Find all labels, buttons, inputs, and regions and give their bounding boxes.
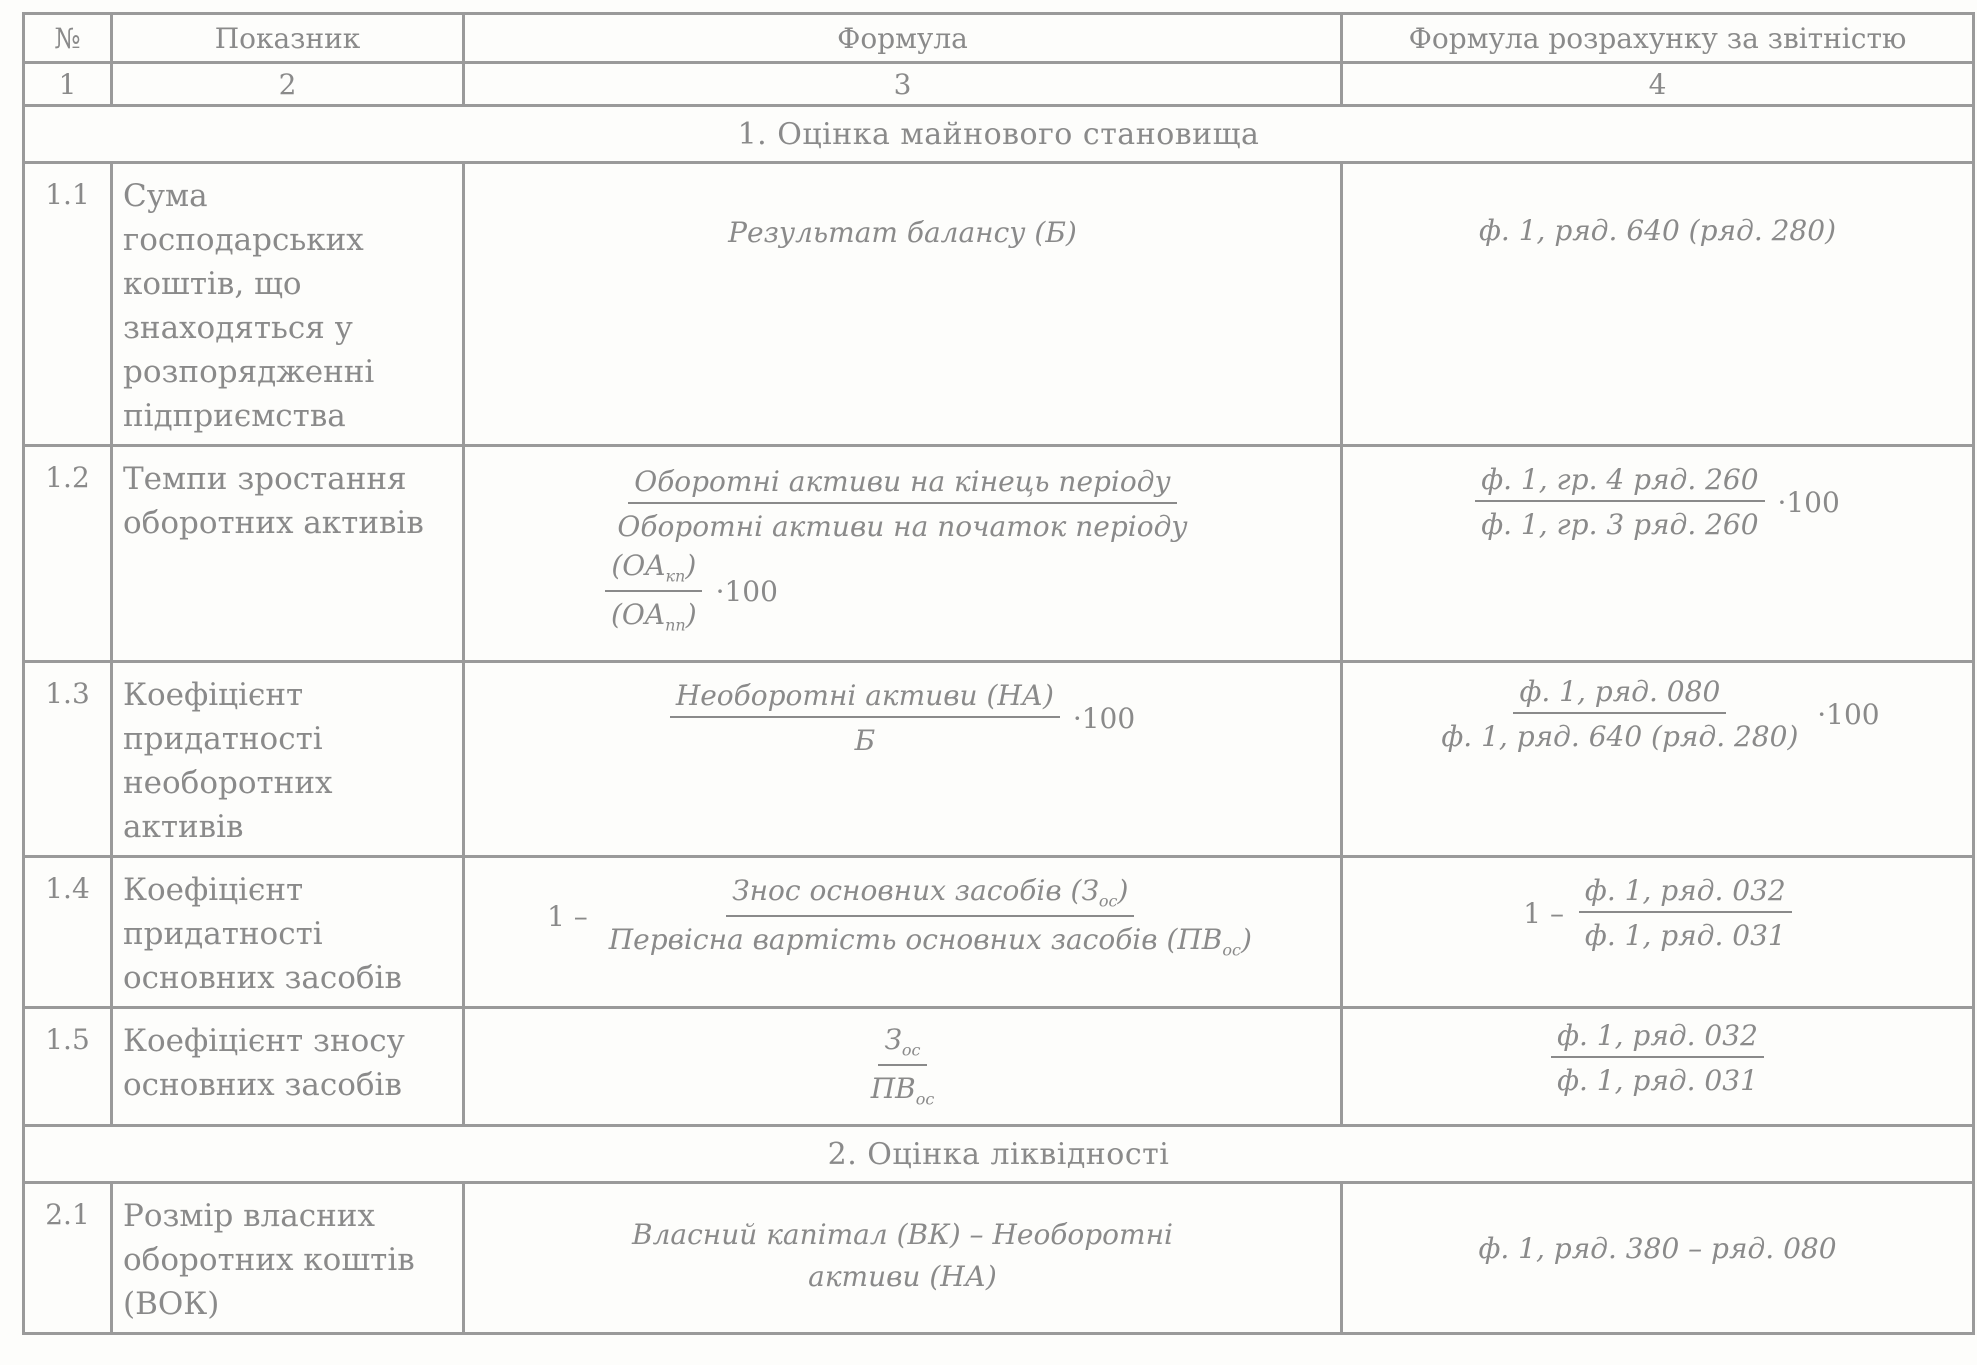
section-title-2: 2. Оцінка ліквідності [24,1126,1974,1183]
multiplier: ·100 [715,575,778,609]
formula-cell [464,662,1342,857]
formula-fraction [611,465,1193,543]
table-row-1-2 [24,446,1974,662]
multiplier: ·100 [1072,701,1136,735]
header-row [24,14,1974,63]
formula-fraction: $\frac{З_{ос}}{ПВ_{ос}}$ [870,1023,935,1109]
section-title-1: 1. Оцінка майнового становища [24,106,1974,163]
row-number: 1.4 [24,857,112,1008]
header-calc-formula: Формула розрахунку за звітністю [1342,14,1974,63]
row-number: 2.1 [24,1183,112,1334]
row-number: 1.1 [24,163,112,446]
formula-text: Власний капітал (ВК) – Необоротні активи (НА) [632,1218,1173,1293]
table-row-1-4 [24,857,1974,1008]
formula-fraction: $\frac{Знос основних засобів (З_{ос})}{Первісна вартість основних засобів (ПВ_{ос})}$ [608,874,1252,960]
calc-multiplier: ·100 [1817,697,1880,731]
header-indicator: Показник [112,14,464,63]
calc-numerator: ф. 1, ряд. 080 [1513,675,1726,714]
column-numbers-row [24,63,1974,106]
formula-cell [464,163,1342,446]
calc-denominator: ф. 1, гр. 3 ряд. 260 [1481,508,1759,541]
calc-multiplier: ·100 [1777,485,1840,519]
fraction-denominator: Оборотні активи на початок періоду [617,510,1188,543]
section-row-1 [24,106,1974,163]
calc-prefix: 1 – [1523,896,1564,930]
fraction-denominator: Б [854,724,876,757]
calc-cell [1342,857,1974,1008]
document-sheet [22,12,1972,1335]
header-formula: Формула [464,14,1342,63]
row-number: 1.2 [24,446,112,662]
calc-fraction [1475,463,1764,541]
row-number: 1.3 [24,662,112,857]
indicator-name: Коефіцієнт придатності необоротних активів [112,662,464,857]
calc-denominator: ф. 1, ряд. 640 (ряд. 280) [1441,720,1799,753]
formula-text: Результат балансу (Б) [728,216,1077,249]
calc-text: ф. 1, ряд. 640 (ряд. 280) [1479,214,1836,247]
column-number-2: 2 [112,63,464,106]
calc-text: ф. 1, ряд. 380 – ряд. 080 [1478,1232,1837,1265]
table-row-1-5 [24,1008,1974,1126]
formula-cell [464,1008,1342,1126]
fraction-numerator: Оборотні активи на кінець періоду [628,465,1177,504]
calc-numerator: ф. 1, ряд. 032 [1551,1019,1764,1058]
calc-numerator: ф. 1, ряд. 032 [1579,874,1792,913]
table-row-2-1 [24,1183,1974,1334]
calc-cell [1342,1183,1974,1334]
calc-fraction [1551,1019,1764,1097]
formula-fraction-short: $\frac{(OA_{кп})}{(OA_{пп})}$ [605,549,703,634]
indicator-name: Коефіцієнт зносу основних засобів [112,1008,464,1126]
calc-cell [1342,446,1974,662]
indicators-table [22,12,1975,1335]
calc-denominator: ф. 1, ряд. 031 [1584,919,1786,952]
calc-fraction [1435,675,1804,753]
calc-denominator: ф. 1, ряд. 031 [1557,1064,1758,1097]
indicator-name: Розмір власних оборотних коштів (ВОК) [112,1183,464,1334]
formula-prefix: 1 – [547,900,588,934]
calc-numerator: ф. 1, гр. 4 ряд. 260 [1475,463,1764,502]
calc-cell [1342,163,1974,446]
header-number: № [24,14,112,63]
calc-cell [1342,662,1974,857]
table-row-1-1 [24,163,1974,446]
formula-cell [464,1183,1342,1334]
indicator-name: Коефіцієнт придатності основних засобів [112,857,464,1008]
calc-fraction [1579,874,1792,952]
row-number: 1.5 [24,1008,112,1126]
column-number-4: 4 [1342,63,1974,106]
table-row-1-3 [24,662,1974,857]
section-row-2 [24,1126,1974,1183]
formula-cell [464,446,1342,662]
indicator-name: Сума господарських коштів, що знаходяться у розпорядженні підприємства [112,163,464,446]
formula-cell [464,857,1342,1008]
fraction-numerator: Необоротні активи (НА) [670,679,1060,718]
indicator-name: Темпи зростання оборотних активів [112,446,464,662]
formula-fraction [670,679,1060,757]
column-number-1: 1 [24,63,112,106]
column-number-3: 3 [464,63,1342,106]
calc-cell [1342,1008,1974,1126]
